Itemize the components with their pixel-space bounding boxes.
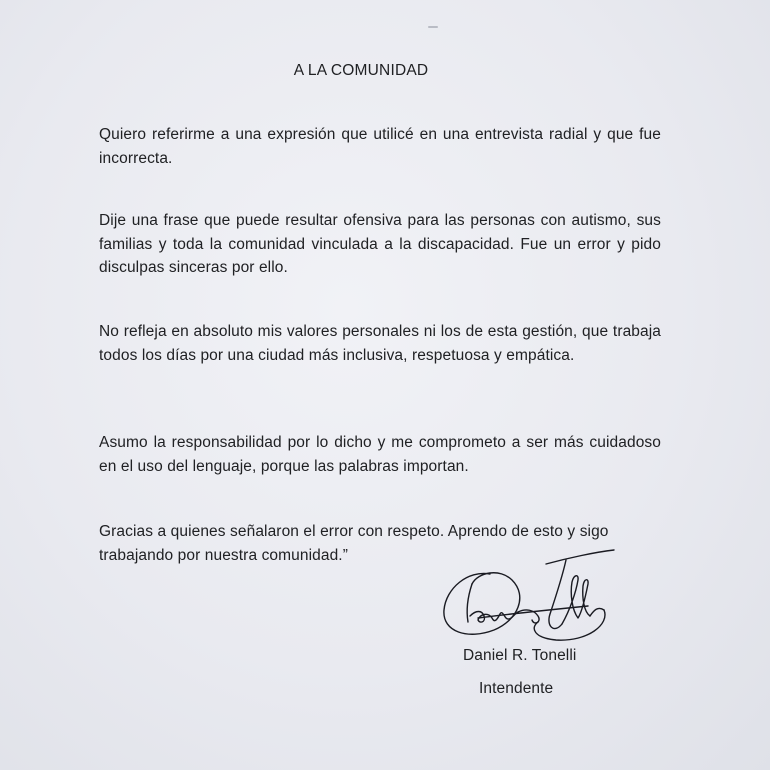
paragraph-5: Gracias a quienes señalaron el error con respeto. Aprendo de esto y sigo trabajando por nuestra comunidad.” (99, 523, 609, 564)
paragraph-2: Dije una frase que puede resultar ofensiva para las personas con autismo, sus familias y toda la comunidad vinculada a la discapacidad. Fue un error y pido disculpas sinceras por ello. (99, 212, 661, 276)
handwritten-signature (438, 544, 618, 644)
signer-name: Daniel R. Tonelli (463, 647, 577, 664)
letter-title: A LA COMUNIDAD (293, 62, 429, 79)
paragraph-1: Quiero referirme a una expresión que utilicé en una entrevista radial y que fue incorrecta. (99, 126, 661, 167)
paper-mark (428, 26, 438, 28)
paragraph-3: No refleja en absoluto mis valores personales ni los de esta gestión, que trabaja todos los días por una ciudad más inclusiva, respetuosa y empática. (99, 323, 661, 364)
signer-title: Intendente (479, 680, 554, 697)
paragraph-4: Asumo la responsabilidad por lo dicho y me comprometo a ser más cuidadoso en el uso del lenguaje, porque las palabras importan. (99, 434, 661, 475)
